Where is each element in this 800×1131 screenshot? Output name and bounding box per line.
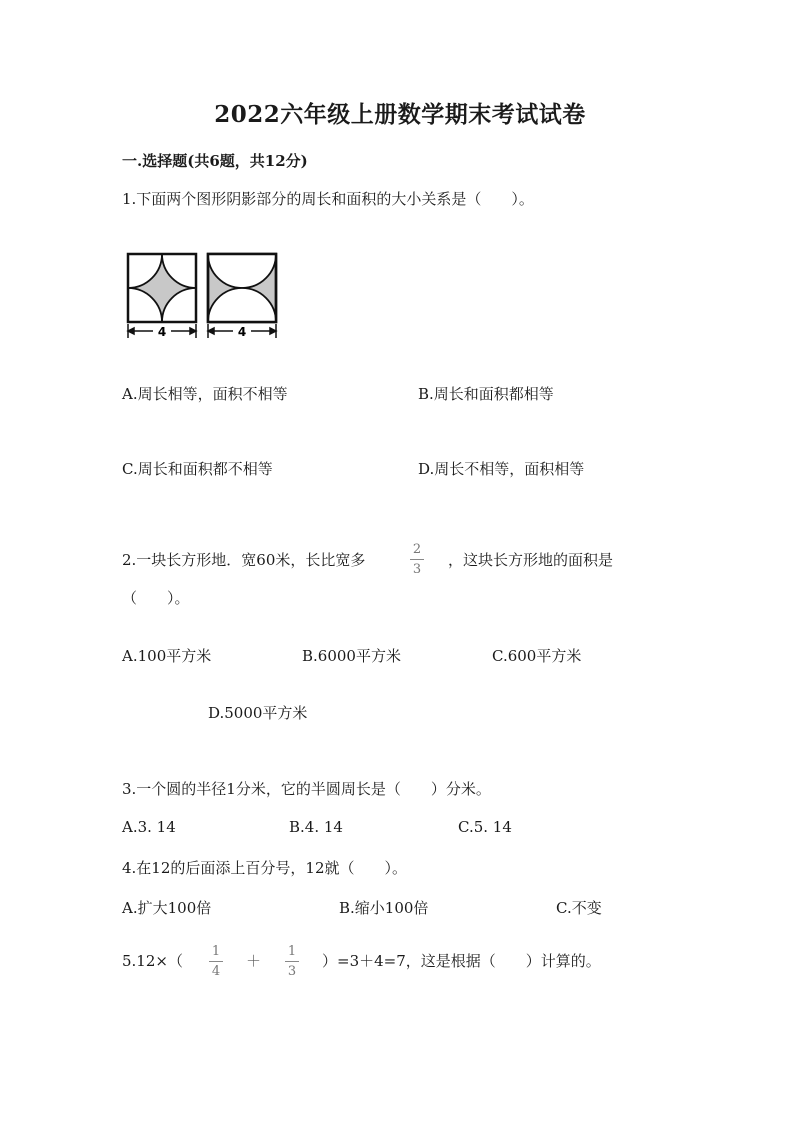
question-2-stem-before: 2.一块长方形地．宽60米，长比宽多 — [122, 551, 366, 569]
question-4-option-c[interactable]: C.不变 — [556, 899, 602, 917]
fraction-numerator: 2 — [412, 542, 422, 557]
fraction-bar — [410, 559, 424, 560]
question-2-stem-line2: （ ）。 — [122, 589, 190, 607]
section-heading: 一.选择题(共6题，共12分) — [122, 152, 308, 170]
fraction-denominator: 3 — [287, 964, 297, 979]
fraction-denominator: 4 — [211, 964, 221, 979]
fraction-numerator: 1 — [287, 944, 297, 959]
question-3-option-b[interactable]: B.4. 14 — [289, 818, 343, 836]
question-5-fraction-2 — [285, 944, 299, 979]
fraction-numerator: 1 — [211, 944, 221, 959]
question-1-option-b[interactable]: B.周长和面积都相等 — [418, 385, 554, 403]
question-1-figure — [120, 246, 290, 342]
figure-left-square — [128, 254, 196, 322]
question-2-option-a[interactable]: A.100平方米 — [122, 647, 212, 665]
question-2-option-c[interactable]: C.600平方米 — [492, 647, 582, 665]
question-5-stem-before: 5.12×（ — [122, 952, 183, 970]
question-1-stem: 1.下面两个图形阴影部分的周长和面积的大小关系是（ ）。 — [122, 190, 534, 208]
fraction-bar — [209, 961, 223, 962]
question-2-option-b[interactable]: B.6000平方米 — [302, 647, 401, 665]
question-2-fraction — [410, 542, 424, 577]
question-4-option-a[interactable]: A.扩大100倍 — [122, 899, 212, 917]
question-3-option-a[interactable]: A.3. 14 — [122, 818, 176, 836]
question-1-option-a[interactable]: A.周长相等，面积不相等 — [122, 385, 288, 403]
question-3-option-c[interactable]: C.5. 14 — [458, 818, 512, 836]
question-2-option-d[interactable]: D.5000平方米 — [208, 704, 308, 722]
question-1-option-c[interactable]: C.周长和面积都不相等 — [122, 460, 273, 478]
question-4-stem: 4.在12的后面添上百分号，12就（ ）。 — [122, 859, 407, 877]
question-1-option-d[interactable]: D.周长不相等，面积相等 — [418, 460, 585, 478]
dimension-left-label: 4 — [157, 325, 167, 339]
question-5-stem-after: ）=3＋4=7，这是根据（ ）计算的。 — [322, 952, 601, 970]
dimension-right-label: 4 — [237, 325, 247, 339]
fraction-bar — [285, 961, 299, 962]
question-2-stem-after: ，这块长方形地的面积是 — [448, 551, 614, 569]
question-5-fraction-1 — [209, 944, 223, 979]
question-5-plus-sign: ＋ — [246, 952, 262, 970]
fraction-denominator: 3 — [412, 562, 422, 577]
question-4-option-b[interactable]: B.缩小100倍 — [339, 899, 429, 917]
question-3-stem: 3.一个圆的半径1分米，它的半圆周长是（ ）分米。 — [122, 780, 491, 798]
page-title: 2022六年级上册数学期末考试试卷 — [214, 101, 586, 128]
figure-right-square — [208, 254, 276, 322]
